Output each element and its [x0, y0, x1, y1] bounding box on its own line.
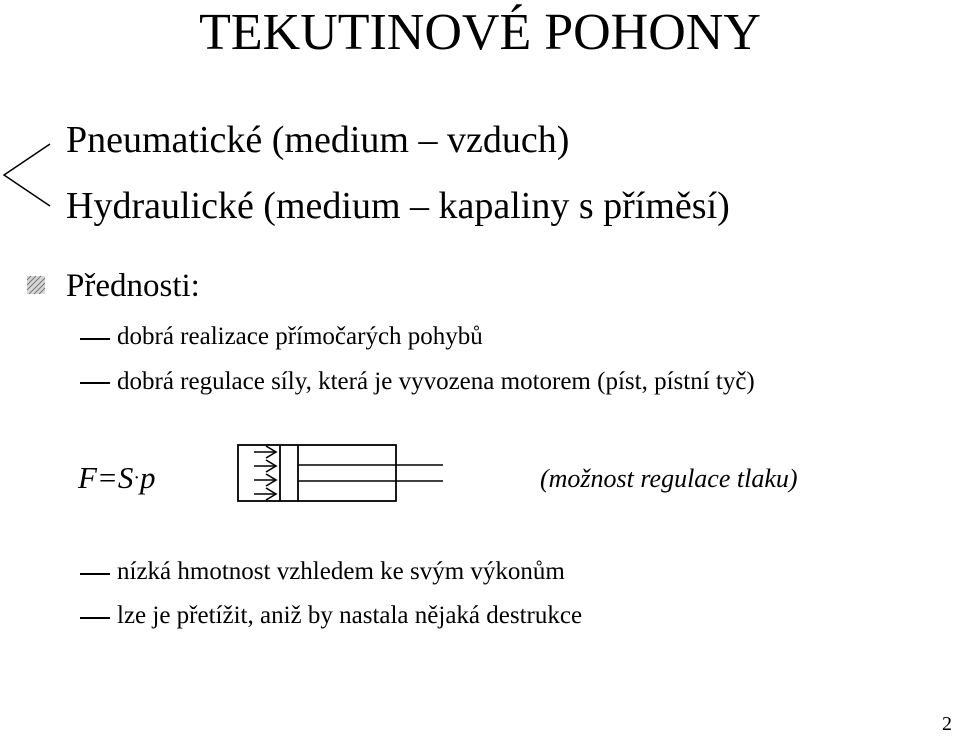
formula-rhs: p — [140, 460, 156, 495]
advantage-item: dobrá realizace přímočarých pohybů — [117, 323, 483, 350]
list-item-dash — [80, 617, 110, 619]
left-angle-bracket-icon — [0, 140, 60, 210]
formula-lhs: F=S — [78, 460, 134, 495]
list-item-dash — [80, 382, 110, 384]
page-number: 2 — [942, 713, 952, 735]
force-formula — [78, 458, 156, 498]
advantage-item: lze je přetížit, aniž by nastala nějaká destrukce — [117, 602, 583, 629]
hatched-square-bullet-icon — [27, 276, 45, 294]
advantage-item: nízká hmotnost vzhledem ke svým výkonům — [117, 558, 565, 585]
advantage-item: dobrá regulace síly, která je vyvozena motorem (píst, pístní tyč) — [117, 368, 755, 395]
formula-note: (možnost regulace tlaku) — [540, 464, 798, 493]
medium-hydraulic: Hydraulické (medium – kapaliny s příměsí) — [66, 185, 730, 227]
advantages-heading: Přednosti: — [66, 268, 200, 304]
slide-title: TEKUTINOVÉ POHONY — [199, 4, 761, 61]
list-item-dash — [80, 338, 110, 340]
pneumatic-cylinder-diagram — [230, 440, 450, 506]
medium-pneumatic: Pneumatické (medium – vzduch) — [66, 119, 570, 161]
list-item-dash — [80, 573, 110, 575]
formula-dot: · — [133, 467, 141, 489]
